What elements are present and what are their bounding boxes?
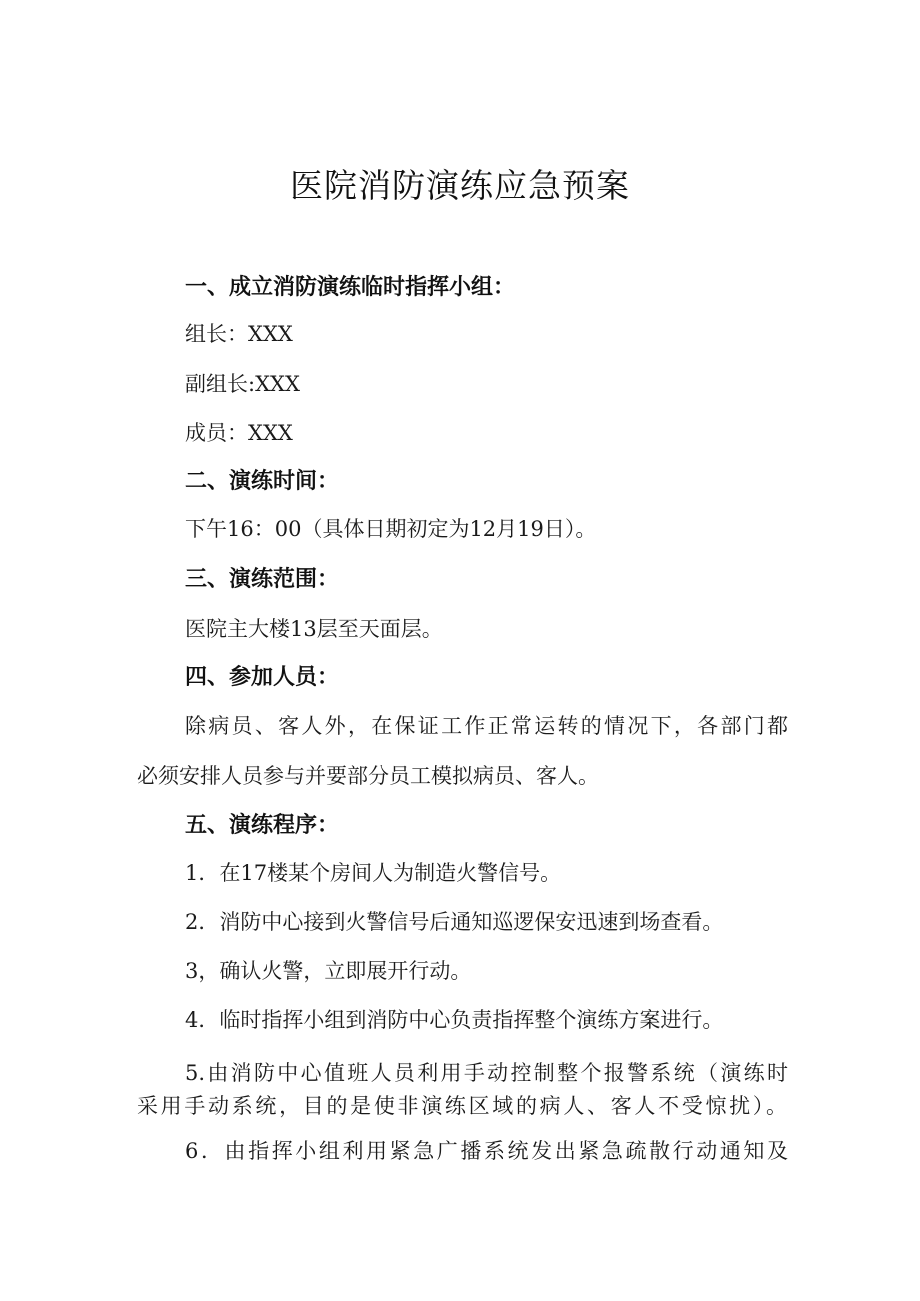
paragraph-line: 下午16：00（具体日期初定为12月19日）。	[185, 517, 597, 541]
section-heading-5: 五、演练程序：	[185, 813, 340, 838]
paragraph-line: 成员：XXX	[185, 421, 293, 445]
paragraph-line: 组长：XXX	[185, 322, 293, 346]
section-heading-1: 一、成立消防演练临时指挥小组：	[185, 275, 516, 300]
section-heading-4: 四、参加人员：	[185, 665, 340, 690]
list-item: 1．在17楼某个房间人为制造火警信号。	[185, 861, 562, 885]
list-item: 5.由消防中心值班人员利用手动控制整个报警系统（演练时	[185, 1061, 788, 1085]
list-item: 6．由指挥小组利用紧急广播系统发出紧急疏散行动通知及	[185, 1139, 788, 1163]
document-title: 医院消防演练应急预案	[290, 166, 630, 205]
list-item: 4．临时指挥小组到消防中心负责指挥整个演练方案进行。	[185, 1008, 724, 1032]
paragraph-line: 必须安排人员参与并要部分员工模拟病员、客人。	[137, 764, 599, 788]
section-heading-3: 三、演练范围：	[185, 567, 340, 592]
paragraph-line: 除病员、客人外，在保证工作正常运转的情况下，各部门都	[185, 714, 788, 738]
list-item-continuation: 采用手动系统，目的是使非演练区域的病人、客人不受惊扰）。	[137, 1094, 787, 1118]
section-heading-2: 二、演练时间：	[185, 469, 340, 494]
paragraph-line: 医院主大楼13层至天面层。	[185, 617, 443, 641]
list-item: 3，确认火警，立即展开行动。	[185, 959, 472, 983]
list-item: 2．消防中心接到火警信号后通知巡逻保安迅速到场查看。	[185, 910, 724, 934]
paragraph-line: 副组长:XXX	[185, 372, 300, 396]
